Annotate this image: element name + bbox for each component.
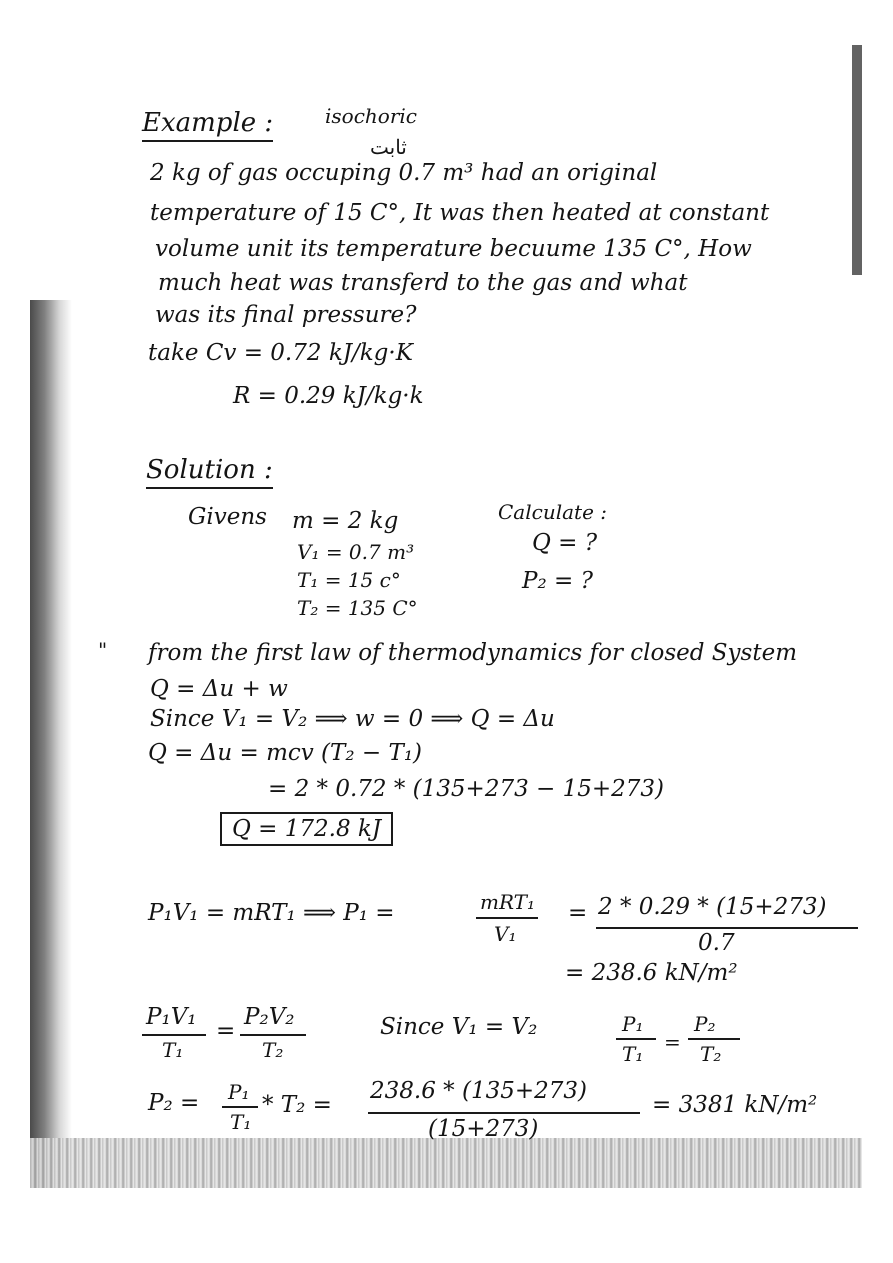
p2-frac-num: P₁ (228, 1080, 250, 1104)
p2-calc-bar (368, 1112, 640, 1114)
scan-shadow-bottom (30, 1138, 862, 1188)
heat-formula: Q = Δu = mcv (T₂ − T₁) (148, 740, 423, 766)
since-volume-equal: Since V₁ = V₂ (380, 1014, 538, 1040)
p1-frac-num: mRT₁ (480, 890, 536, 914)
problem-line-3: volume unit its temperature becuume 135 C°, How (155, 236, 752, 262)
calculate-label: Calculate : (498, 500, 607, 524)
scan-shadow-right (852, 45, 862, 275)
p1-equation: P₁V₁ = mRT₁ ⟹ P₁ = (148, 900, 395, 926)
p2-multiply: * T₂ = (262, 1092, 332, 1118)
problem-line-2: temperature of 15 C°, It was then heated at constant (150, 200, 770, 226)
p1-frac-den: V₁ (494, 922, 517, 946)
heat-result-box: Q = 172.8 kJ (220, 812, 393, 846)
ratio-left-den: T₁ (162, 1038, 184, 1062)
ratio-right-den: T₂ (262, 1038, 284, 1062)
given-t2: T₂ = 135 C° (297, 596, 418, 620)
annotation-isochoric: isochoric (325, 104, 417, 128)
p2-frac-den: T₁ (230, 1110, 252, 1134)
p1-result: = 238.6 kN/m² (565, 960, 738, 986)
p-ratio-right-den: T₂ (700, 1042, 722, 1066)
given-volume: V₁ = 0.7 m³ (297, 540, 415, 564)
problem-line-5: was its final pressure? (155, 302, 417, 328)
p1-calc-den: 0.7 (698, 930, 735, 956)
calculate-q: Q = ? (532, 530, 598, 556)
take-cv: take Cv = 0.72 kJ/kg·K (148, 340, 413, 366)
example-heading: Example : (142, 108, 273, 142)
p1-equals: = (568, 900, 588, 926)
given-t1: T₁ = 15 c° (297, 568, 401, 592)
ratio-right-bar (240, 1034, 306, 1036)
since-equal-volume: Since V₁ = V₂ ⟹ w = 0 ⟹ Q = Δu (150, 706, 555, 732)
givens-label: Givens (188, 504, 267, 530)
problem-line-4: much heat was transferd to the gas and what (158, 270, 688, 296)
ratio-left-num: P₁V₁ (146, 1004, 197, 1030)
p2-calc-den: (15+273) (428, 1116, 539, 1142)
calculate-p2: P₂ = ? (522, 568, 593, 594)
solution-heading: Solution : (146, 455, 273, 489)
p-ratio-equals: = (664, 1030, 681, 1054)
p1-frac-bar (476, 917, 538, 919)
p1-calc-bar (596, 927, 858, 929)
p-ratio-right-num: P₂ (694, 1012, 716, 1036)
problem-line-1: 2 kg of gas occuping 0.7 m³ had an original (150, 160, 658, 186)
p2-frac-bar (222, 1106, 258, 1108)
scan-shadow-left (30, 300, 72, 1188)
first-law-intro: from the first law of thermodynamics for closed System (148, 640, 798, 666)
p-ratio-right-bar (688, 1038, 740, 1040)
p-ratio-left-bar (616, 1038, 656, 1040)
p2-result: = 3381 kN/m² (652, 1092, 818, 1118)
bullet-mark: " (98, 638, 108, 662)
given-mass: m = 2 kg (292, 508, 399, 534)
first-law-equation: Q = Δu + w (150, 676, 288, 702)
p-ratio-left-den: T₁ (622, 1042, 644, 1066)
p-ratio-left-num: P₁ (622, 1012, 644, 1036)
p2-lhs: P₂ = (148, 1090, 200, 1116)
take-r: R = 0.29 kJ/kg·k (233, 383, 424, 409)
p2-calc-num: 238.6 * (135+273) (370, 1078, 587, 1104)
ratio-right-num: P₂V₂ (244, 1004, 295, 1030)
annotation-arabic: ثابت (370, 135, 407, 159)
heat-substitution: = 2 * 0.72 * (135+273 − 15+273) (268, 776, 665, 802)
ratio-equals: = (216, 1018, 236, 1044)
ratio-left-bar (142, 1034, 206, 1036)
p1-calc-num: 2 * 0.29 * (15+273) (598, 894, 827, 920)
